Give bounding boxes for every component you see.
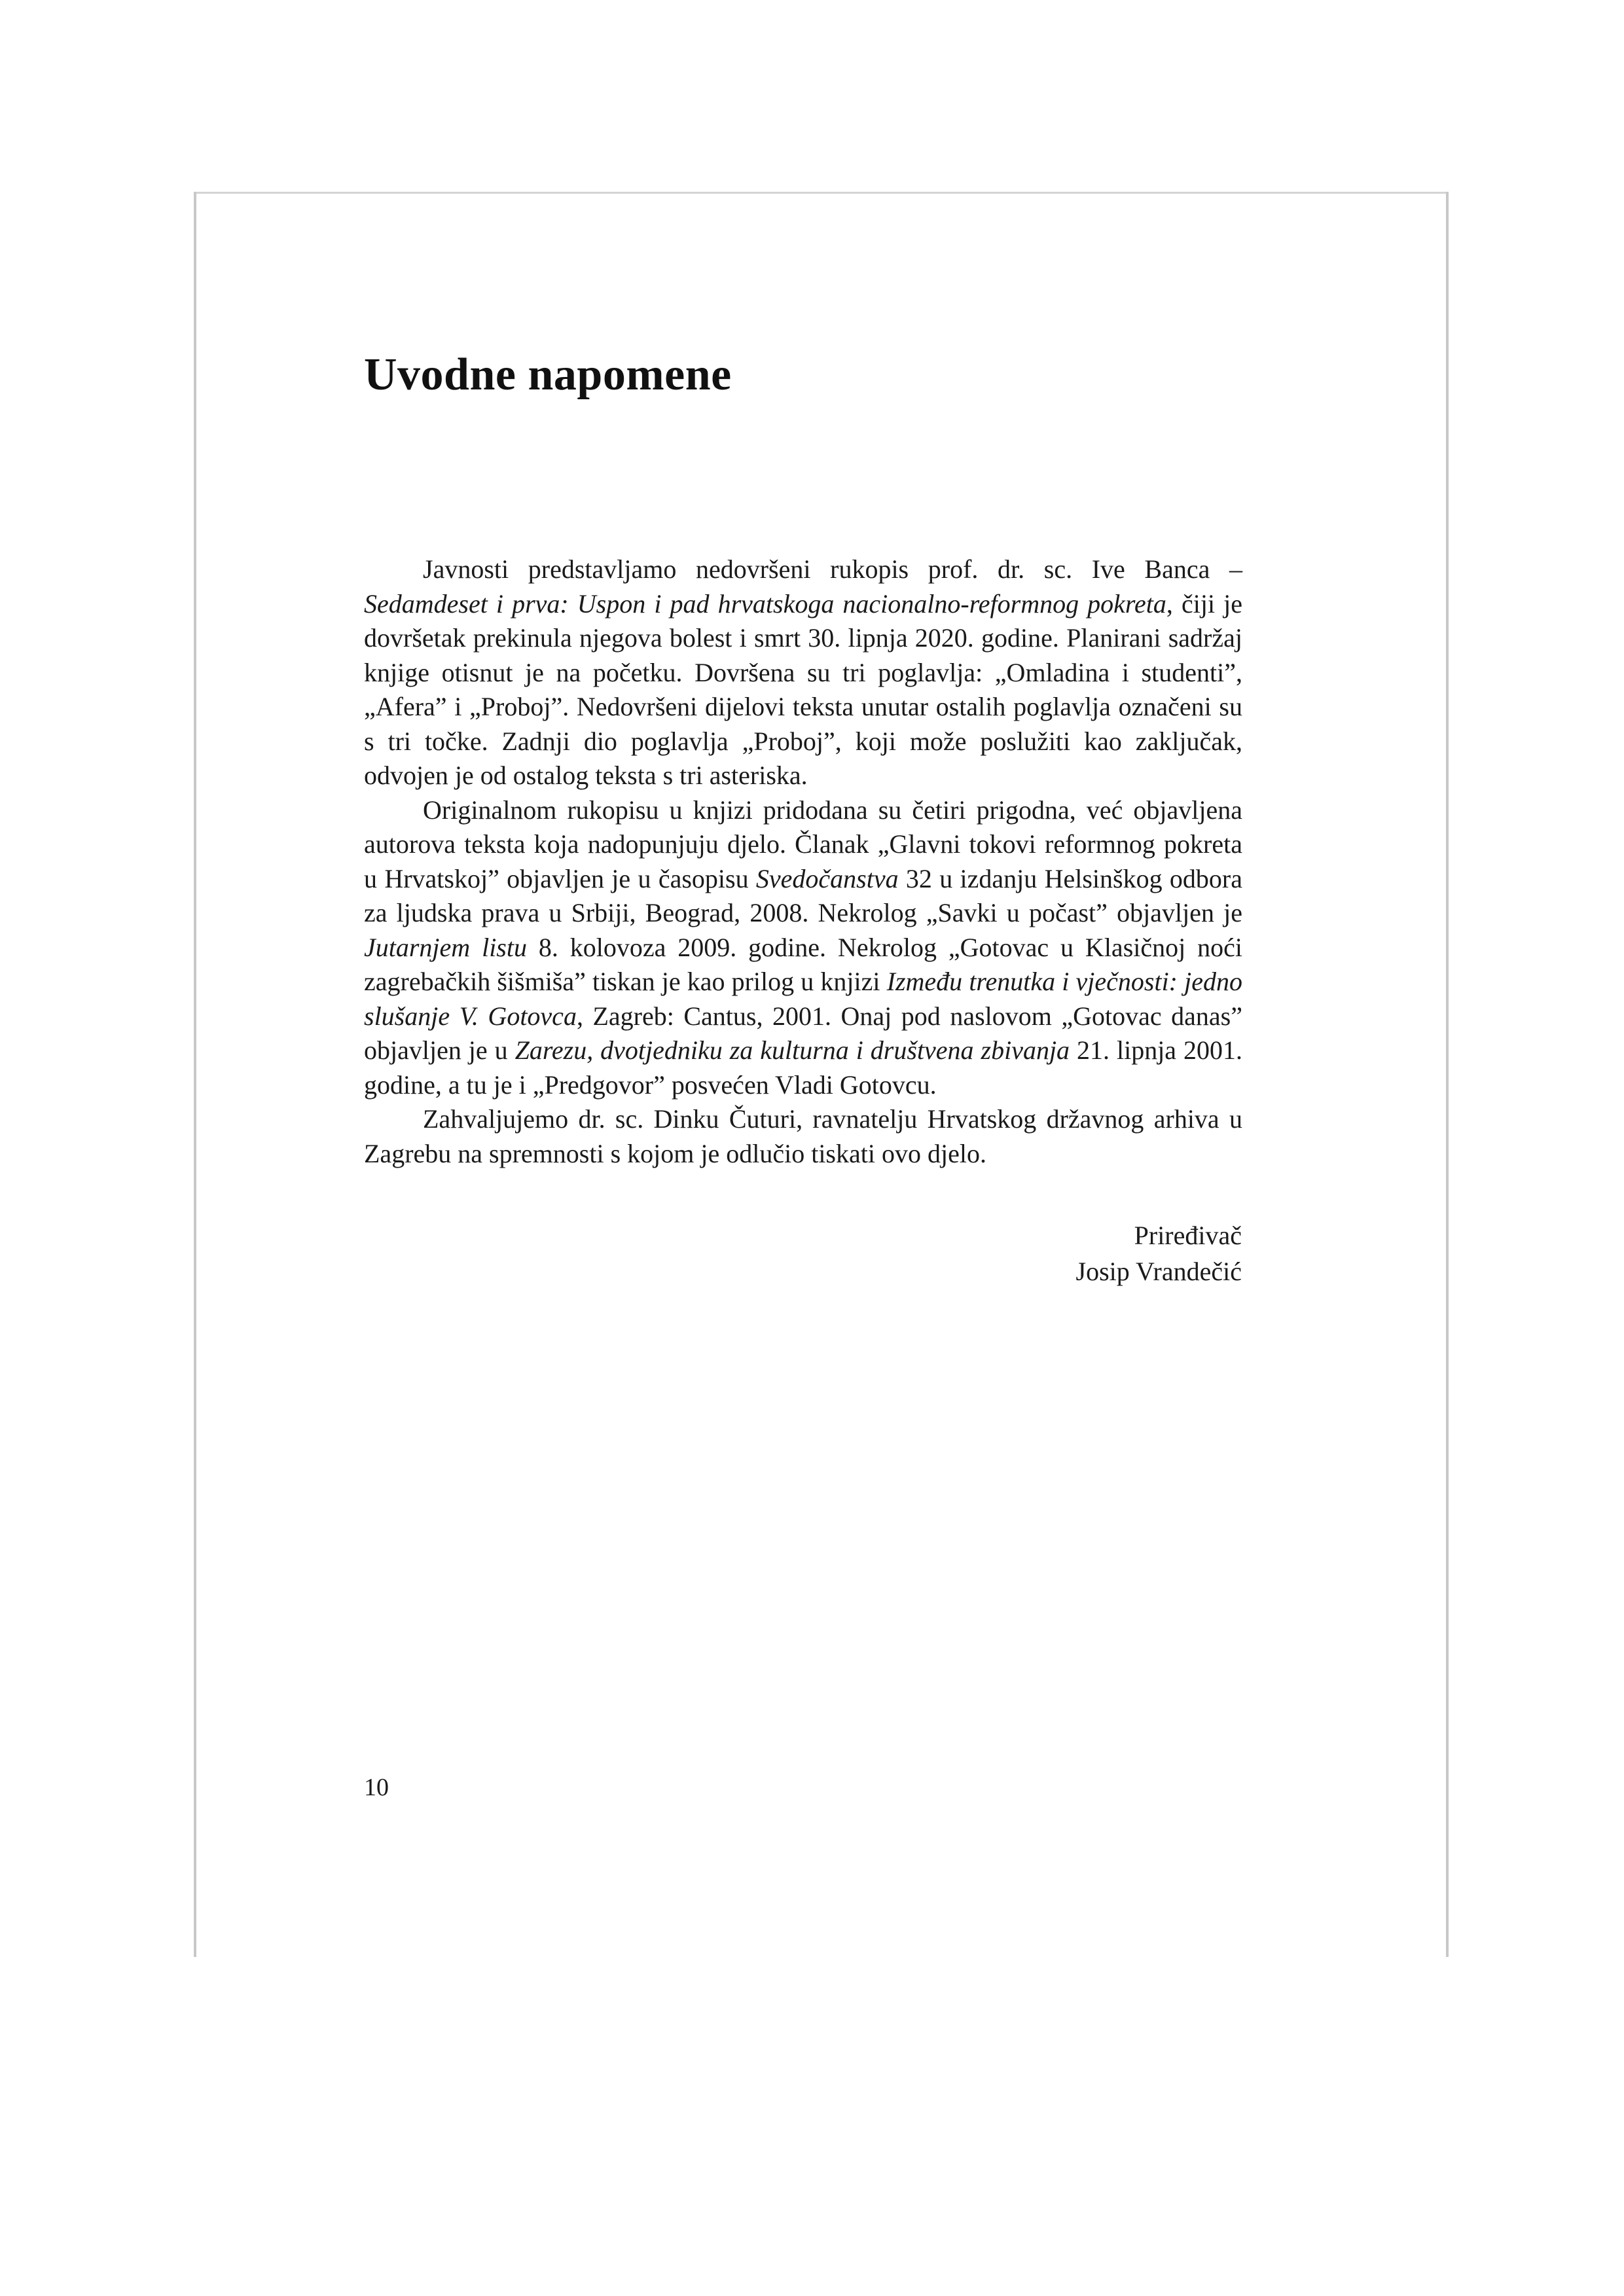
text-run: 8. kolovoza 2009. godine. Nekrolog „Gotovac u Klasičnoj noći zagrebačkih šišmiša” tiskan je kao prilog u knjizi bbox=[364, 932, 1242, 996]
italic-text-run: Zarezu, dvotjedniku za kulturna i društvena zbivanja bbox=[514, 1035, 1070, 1065]
page-frame-left bbox=[194, 192, 196, 1957]
page-frame-right bbox=[1446, 192, 1449, 1957]
paragraph bbox=[364, 1102, 1242, 1171]
text-run: 32 u izdanju Helsinškog odbora za ljudska prava u Srbiji, Beograd, 2008. Nekrolog „Savki u počast” objavljen je bbox=[364, 863, 1242, 927]
page-frame-top bbox=[195, 192, 1448, 194]
text-run: , Zagreb: Cantus, 2001. Onaj pod naslovom „Gotovac danas” objavljen je u bbox=[364, 1001, 1242, 1065]
body-text bbox=[364, 552, 1242, 1171]
paragraph bbox=[364, 552, 1242, 793]
text-run: 21. lipnja 2001. godine, a tu je i „Predgovor” posvećen Vladi Gotovcu. bbox=[364, 1035, 1243, 1100]
text-run: Originalnom rukopisu u knjizi pridodana su četiri prigodna, već objavljena autorova teksta koja nadopunjuju djelo. Članak „Glavni tokovi reformnog pokreta u Hrvatskoj” objavljen je u časopisu bbox=[364, 795, 1242, 893]
italic-text-run: Svedočanstva bbox=[755, 863, 899, 893]
signature-role: Priređivač bbox=[1134, 1221, 1242, 1250]
italic-text-run: Između trenutka i vječnosti: jedno slušanje V. Gotovca bbox=[364, 967, 1243, 1031]
page-title: Uvodne napomene bbox=[364, 350, 732, 400]
paragraph bbox=[364, 793, 1242, 1103]
italic-text-run: Sedamdeset i prva: Uspon i pad hrvatskoga nacionalno-reformnog pokreta bbox=[364, 588, 1166, 619]
signature-name: Josip Vrandečić bbox=[1075, 1257, 1242, 1286]
text-run: Zahvaljujemo dr. sc. Dinku Čuturi, ravnatelju Hrvatskog državnog arhiva u Zagrebu na spremnosti s kojom je odlučio tiskati ovo djelo. bbox=[364, 1104, 1242, 1168]
italic-text-run: Jutarnjem listu bbox=[364, 932, 527, 962]
text-run: Javnosti predstavljamo nedovršeni rukopis prof. dr. sc. Ive Banca – bbox=[423, 554, 1242, 584]
signature-block bbox=[916, 1217, 1242, 1289]
text-run: , čiji je dovršetak prekinula njegova bolest i smrt 30. lipnja 2020. godine. Planirani sadržaj knjige otisnut je na početku. Dovršena su tri poglavlja: „Omladina i studenti”, „Afera” i „Proboj”. Nedovršeni dijelovi teksta unutar ostalih poglavlja označeni su s tri točke. Zadnji dio poglavlja „Proboj”, koji može poslužiti kao zaključak, odvojen je od ostalog teksta s tri asteriska. bbox=[364, 588, 1242, 790]
page-number: 10 bbox=[364, 1774, 389, 1801]
